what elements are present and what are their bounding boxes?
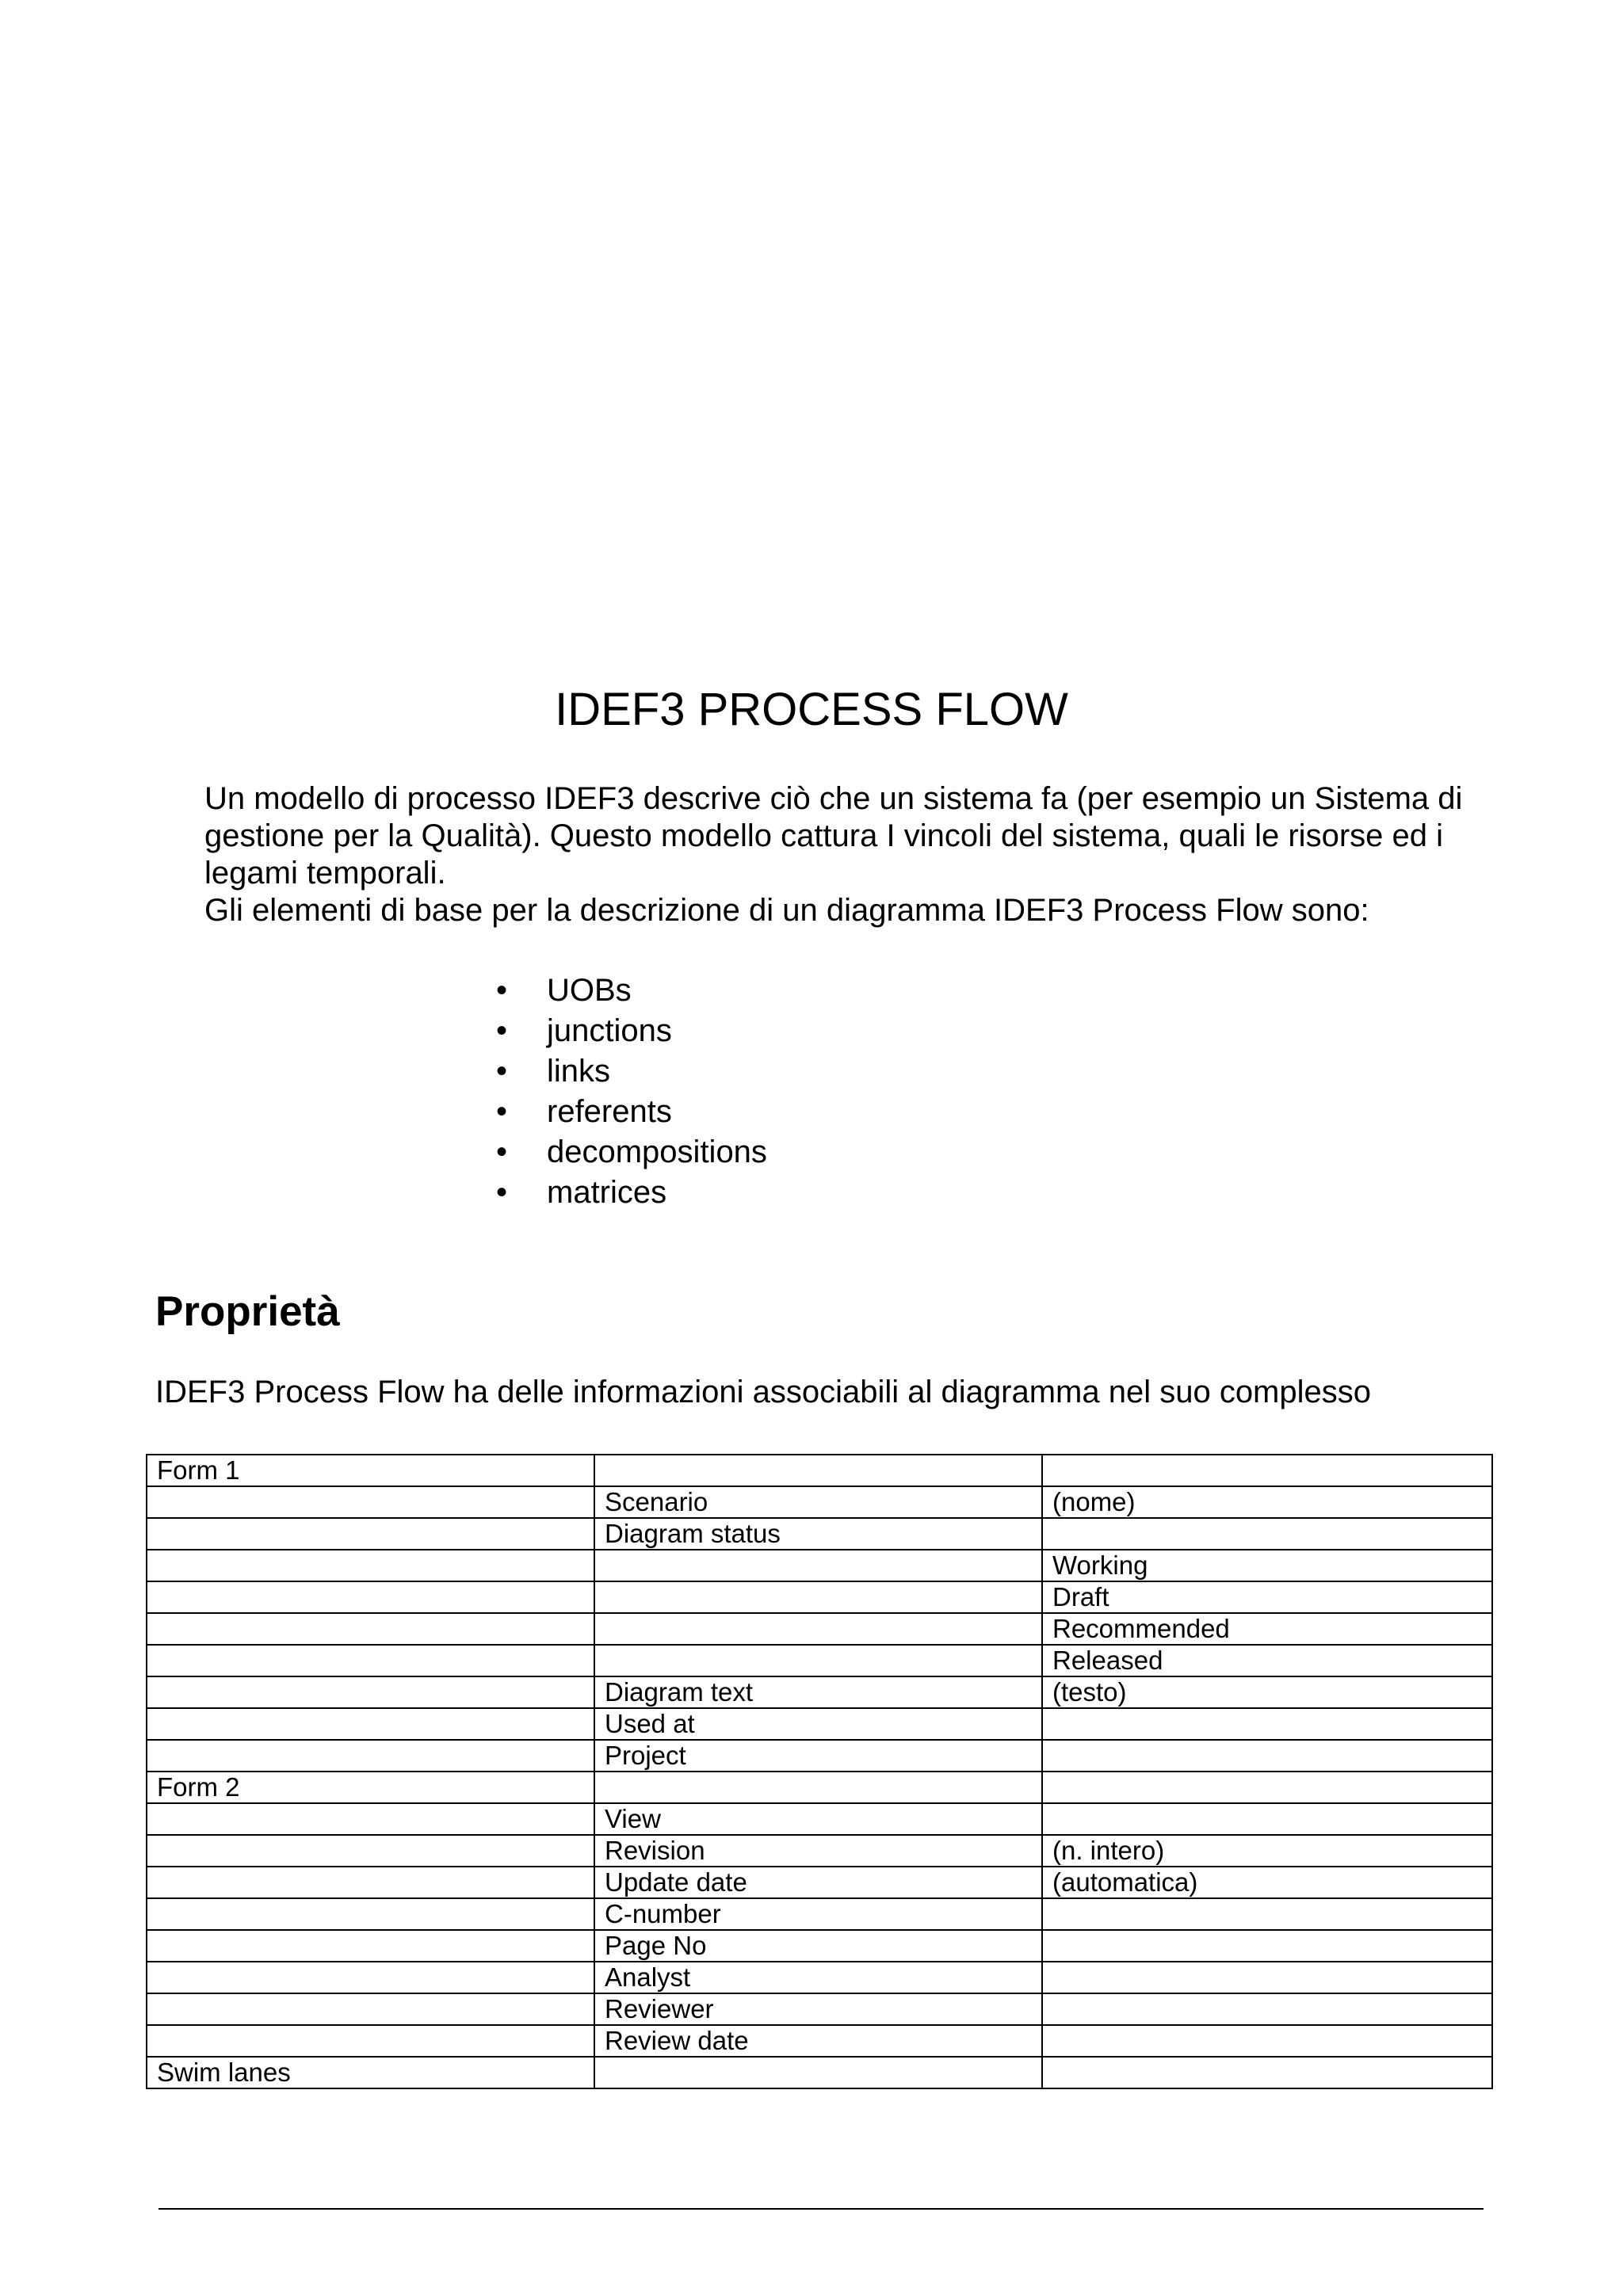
table-cell	[594, 1772, 1042, 1803]
table-cell	[147, 2025, 594, 2057]
table-cell	[594, 1550, 1042, 1581]
section-description: IDEF3 Process Flow ha delle informazioni associabili al diagramma nel suo complesso	[155, 1375, 1372, 1409]
table-cell	[1042, 1518, 1492, 1550]
list-item: • links	[487, 1051, 767, 1092]
table-cell: Diagram text	[594, 1676, 1042, 1708]
table-row	[147, 1676, 1492, 1708]
table-cell	[147, 1803, 594, 1835]
table-cell	[147, 1962, 594, 1993]
table-row	[147, 1803, 1492, 1835]
table-row	[147, 1708, 1492, 1740]
table-cell: (nome)	[1042, 1486, 1492, 1518]
properties-table-body	[147, 1455, 1492, 2088]
table-cell	[147, 1930, 594, 1962]
table-row	[147, 1455, 1492, 1486]
table-cell: Swim lanes	[147, 2057, 594, 2088]
table-row	[147, 2025, 1492, 2057]
intro-elements-lead: Gli elementi di base per la descrizione di un diagramma IDEF3 Process Flow sono:	[204, 893, 1369, 928]
list-item: • referents	[487, 1092, 767, 1132]
table-cell: Reviewer	[594, 1993, 1042, 2025]
table-cell: Working	[1042, 1550, 1492, 1581]
table-cell	[147, 1867, 594, 1898]
table-cell: Used at	[594, 1708, 1042, 1740]
elements-list	[487, 971, 767, 1213]
table-cell: Review date	[594, 2025, 1042, 2057]
table-cell: Revision	[594, 1835, 1042, 1867]
list-item: • UOBs	[487, 971, 767, 1011]
table-cell: Recommended	[1042, 1613, 1492, 1645]
table-cell: Form 1	[147, 1455, 594, 1486]
table-row	[147, 1867, 1492, 1898]
table-cell: Update date	[594, 1867, 1042, 1898]
table-cell: View	[594, 1803, 1042, 1835]
table-cell: (automatica)	[1042, 1867, 1492, 1898]
page-title: IDEF3 PROCESS FLOW	[555, 684, 1068, 735]
table-row	[147, 1518, 1492, 1550]
table-cell	[594, 1455, 1042, 1486]
table-cell	[594, 1581, 1042, 1613]
table-cell: Scenario	[594, 1486, 1042, 1518]
table-row	[147, 2057, 1492, 2088]
table-cell	[147, 1676, 594, 1708]
table-cell	[594, 1613, 1042, 1645]
table-row	[147, 1772, 1492, 1803]
footer-divider	[158, 2208, 1484, 2210]
table-cell: (testo)	[1042, 1676, 1492, 1708]
properties-table	[146, 1454, 1493, 2089]
table-row	[147, 1550, 1492, 1581]
table-cell	[147, 1645, 594, 1676]
table-cell	[1042, 1455, 1492, 1486]
table-cell	[147, 1898, 594, 1930]
table-cell: Form 2	[147, 1772, 594, 1803]
table-cell	[1042, 1930, 1492, 1962]
list-item: • junctions	[487, 1011, 767, 1051]
table-cell	[1042, 1993, 1492, 2025]
list-item: • decompositions	[487, 1132, 767, 1173]
table-row	[147, 1613, 1492, 1645]
table-cell	[1042, 1708, 1492, 1740]
table-cell	[147, 1835, 594, 1867]
table-cell	[1042, 1962, 1492, 1993]
table-cell	[147, 1486, 594, 1518]
table-cell	[594, 2057, 1042, 2088]
table-cell: Diagram status	[594, 1518, 1042, 1550]
table-cell: Analyst	[594, 1962, 1042, 1993]
table-cell	[1042, 2025, 1492, 2057]
table-row	[147, 1486, 1492, 1518]
table-cell: Draft	[1042, 1581, 1492, 1613]
table-row	[147, 1993, 1492, 2025]
table-row	[147, 1835, 1492, 1867]
table-cell	[1042, 1898, 1492, 1930]
table-cell: Page No	[594, 1930, 1042, 1962]
table-row	[147, 1740, 1492, 1772]
table-row	[147, 1962, 1492, 1993]
table-cell: (n. intero)	[1042, 1835, 1492, 1867]
table-cell	[147, 1581, 594, 1613]
table-cell	[147, 1550, 594, 1581]
section-heading: Proprietà	[155, 1288, 340, 1335]
table-cell	[147, 1518, 594, 1550]
intro-paragraph: Un modello di processo IDEF3 descrive ciò che un sistema fa (per esempio un Sistema di gestione per la Qualità). Questo modello cattura I vincoli del sistema, quali le risorse ed i legami temporali.	[204, 781, 1463, 891]
table-row	[147, 1645, 1492, 1676]
table-cell	[1042, 1740, 1492, 1772]
table-row	[147, 1581, 1492, 1613]
table-row	[147, 1930, 1492, 1962]
table-cell: Project	[594, 1740, 1042, 1772]
table-cell	[147, 1993, 594, 2025]
table-cell: C-number	[594, 1898, 1042, 1930]
table-cell	[1042, 1803, 1492, 1835]
table-cell	[147, 1708, 594, 1740]
table-cell	[147, 1740, 594, 1772]
list-item: • matrices	[487, 1173, 767, 1213]
table-cell: Released	[1042, 1645, 1492, 1676]
intro-text	[204, 780, 1504, 929]
table-cell	[147, 1613, 594, 1645]
table-cell	[594, 1645, 1042, 1676]
table-row	[147, 1898, 1492, 1930]
table-cell	[1042, 1772, 1492, 1803]
table-cell	[1042, 2057, 1492, 2088]
